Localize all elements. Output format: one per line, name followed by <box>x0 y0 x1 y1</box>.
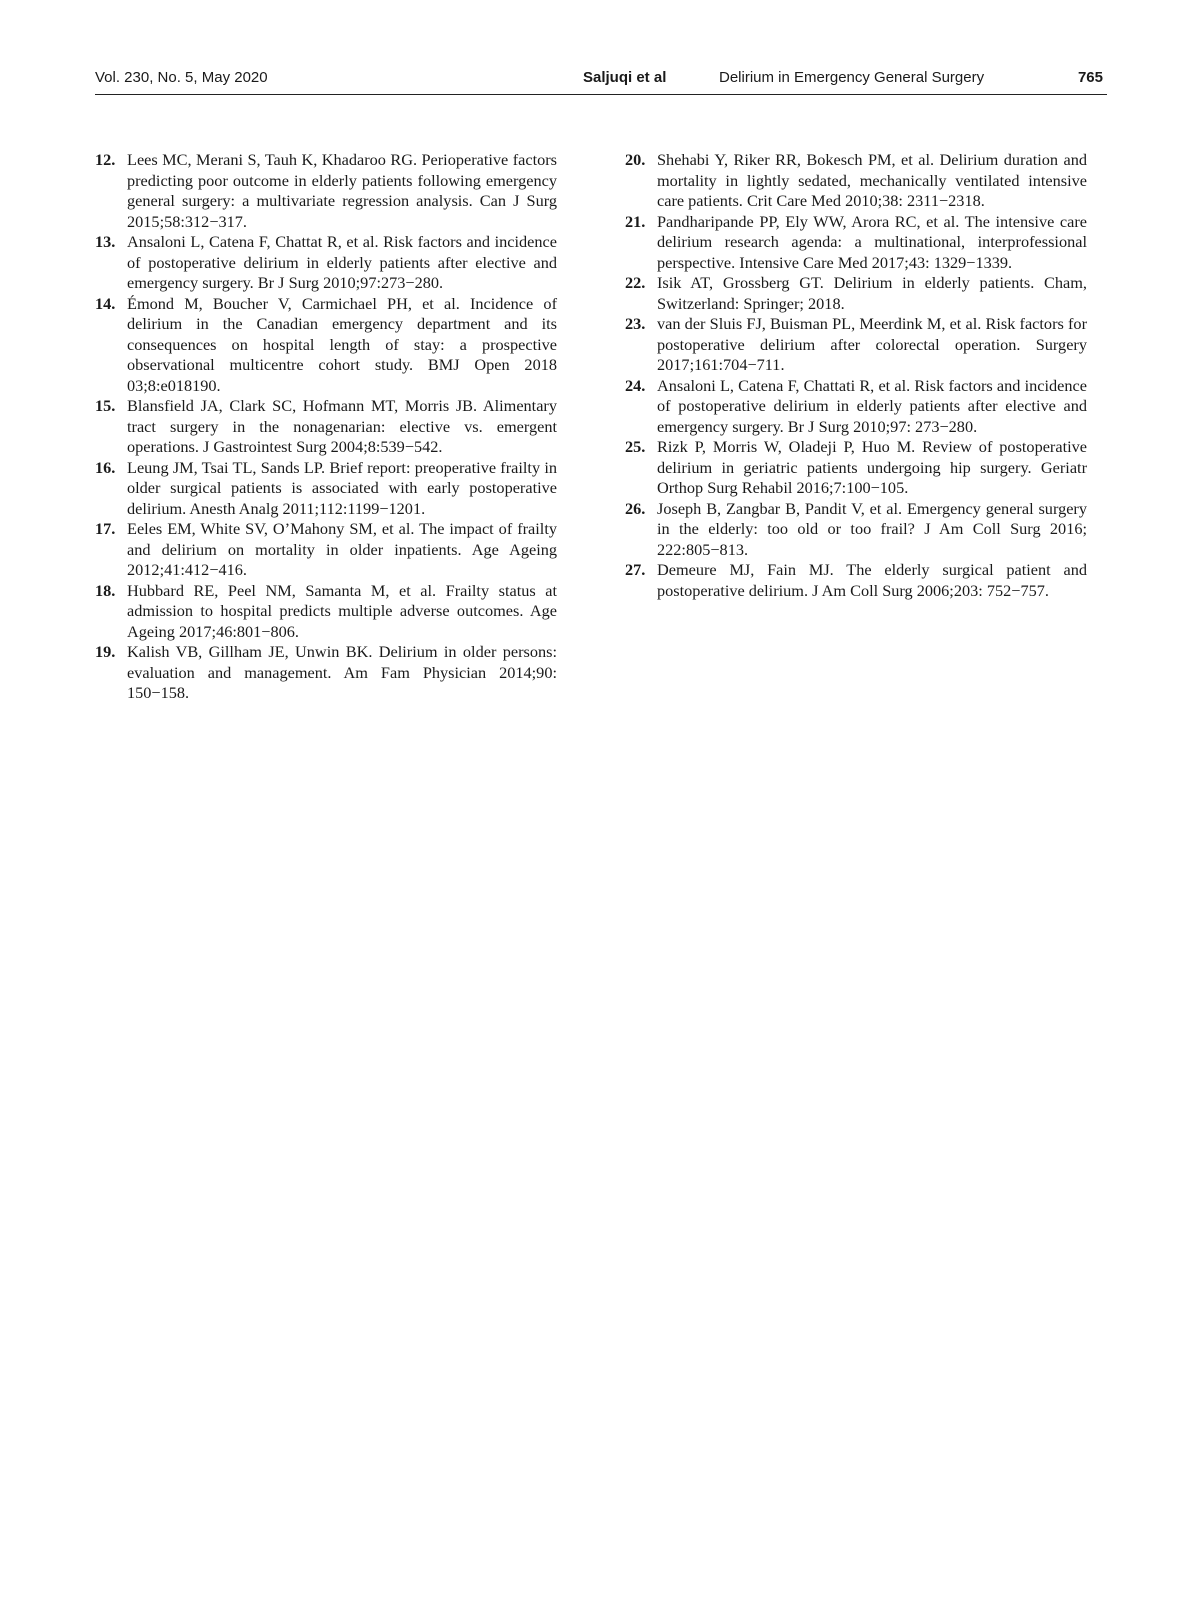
reference-text: Demeure MJ, Fain MJ. The elderly surgical patient and postoperative delirium. J Am Coll Surg 2006;203: 752−757. <box>657 560 1087 600</box>
reference-item <box>625 376 1087 438</box>
reference-number: 24. <box>625 375 646 395</box>
reference-number: 26. <box>625 498 646 518</box>
running-title: Delirium in Emergency General Surgery <box>719 69 985 86</box>
reference-number: 16. <box>95 457 116 477</box>
reference-item <box>95 458 557 520</box>
page-number: 765 <box>1077 69 1103 86</box>
reference-number: 18. <box>95 580 116 600</box>
reference-number: 23. <box>625 314 646 333</box>
reference-item <box>95 294 557 397</box>
reference-item <box>95 642 557 704</box>
references-left-column <box>95 150 557 704</box>
reference-text: Ansaloni L, Catena F, Chattati R, et al. Risk factors and incidence of postoperative delirium in elderly patients after elective and emergency surgery. Br J Surg 2010;97: 273−280. <box>657 375 1087 436</box>
reference-text: Émond M, Boucher V, Carmichael PH, et al. Incidence of delirium in the Canadian emergency department and its consequences on hospital length of stay: a prospective observational multicentre cohort study. BMJ Open 2018 03;8:e018190. <box>127 293 557 395</box>
reference-text: Kalish VB, Gillham JE, Unwin BK. Delirium in older persons: evaluation and management. Am Fam Physician 2014;90: 150−158. <box>127 642 557 702</box>
reference-text: Isik AT, Grossberg GT. Delirium in elderly patients. Cham, Switzerland: Springer; 2018. <box>657 273 1087 313</box>
reference-number: 17. <box>95 519 116 538</box>
reference-item <box>625 212 1087 274</box>
reference-number: 22. <box>625 273 646 292</box>
reference-number: 15. <box>95 396 116 415</box>
journal-volume-info: Vol. 230, No. 5, May 2020 <box>95 69 268 86</box>
reference-number: 19. <box>95 642 116 661</box>
reference-text: Eeles EM, White SV, O’Mahony SM, et al. The impact of frailty and delirium on mortality in older inpatients. Age Ageing 2012;41:412−416. <box>127 519 557 579</box>
reference-text: Blansfield JA, Clark SC, Hofmann MT, Morris JB. Alimentary tract surgery in the nonagenarian: elective vs. emergent operations. J Gastrointest Surg 2004;8:539−542. <box>127 396 557 456</box>
reference-item <box>625 273 1087 314</box>
reference-item <box>95 232 557 294</box>
reference-item <box>95 581 557 643</box>
references-right-column <box>625 150 1087 601</box>
reference-text: Pandharipande PP, Ely WW, Arora RC, et al. The intensive care delirium research agenda: a multinational, interprofessional perspective. Intensive Care Med 2017;43: 1329−1339. <box>657 211 1087 272</box>
reference-number: 27. <box>625 560 646 579</box>
reference-item <box>625 314 1087 376</box>
reference-text: Joseph B, Zangbar B, Pandit V, et al. Emergency general surgery in the elderly: too old or too frail? J Am Coll Surg 2016; 222:805−813. <box>657 498 1087 559</box>
reference-item <box>95 519 557 581</box>
reference-item <box>625 499 1087 561</box>
reference-number: 13. <box>95 232 116 251</box>
reference-text: Leung JM, Tsai TL, Sands LP. Brief report: preoperative frailty in older surgical patients is associated with early postoperative delirium. Anesth Analg 2011;112:1199−1201. <box>127 457 557 518</box>
reference-number: 14. <box>95 293 116 313</box>
reference-text: Ansaloni L, Catena F, Chattat R, et al. Risk factors and incidence of postoperative delirium in elderly patients after elective and emergency surgery. Br J Surg 2010;97:273−280. <box>127 232 557 292</box>
reference-text: Lees MC, Merani S, Tauh K, Khadaroo RG. Perioperative factors predicting poor outcome in elderly patients following emergency general surgery: a multivariate regression analysis. Can J Surg 2015;58:312−317. <box>127 150 557 231</box>
reference-number: 21. <box>625 211 646 231</box>
reference-number: 25. <box>625 437 646 456</box>
reference-text: Rizk P, Morris W, Oladeji P, Huo M. Review of postoperative delirium in geriatric patients undergoing hip surgery. Geriatr Orthop Surg Rehabil 2016;7:100−105. <box>657 437 1087 497</box>
reference-item <box>95 150 557 232</box>
reference-item <box>625 560 1087 601</box>
reference-number: 12. <box>95 150 116 169</box>
reference-item <box>625 437 1087 499</box>
reference-text: Shehabi Y, Riker RR, Bokesch PM, et al. Delirium duration and mortality in lightly sedated, mechanically ventilated intensive care patients. Crit Care Med 2010;38: 2311−2318. <box>657 150 1087 210</box>
running-header <box>95 66 1107 95</box>
reference-text: Hubbard RE, Peel NM, Samanta M, et al. Frailty status at admission to hospital predicts multiple adverse outcomes. Age Ageing 2017;46:801−806. <box>127 580 557 641</box>
reference-number: 20. <box>625 150 646 169</box>
reference-item <box>625 150 1087 212</box>
running-authors: Saljuqi et al <box>583 69 667 86</box>
reference-text: van der Sluis FJ, Buisman PL, Meerdink M, et al. Risk factors for postoperative delirium after colorectal operation. Surgery 2017;161:704−711. <box>657 314 1087 374</box>
reference-item <box>95 396 557 458</box>
